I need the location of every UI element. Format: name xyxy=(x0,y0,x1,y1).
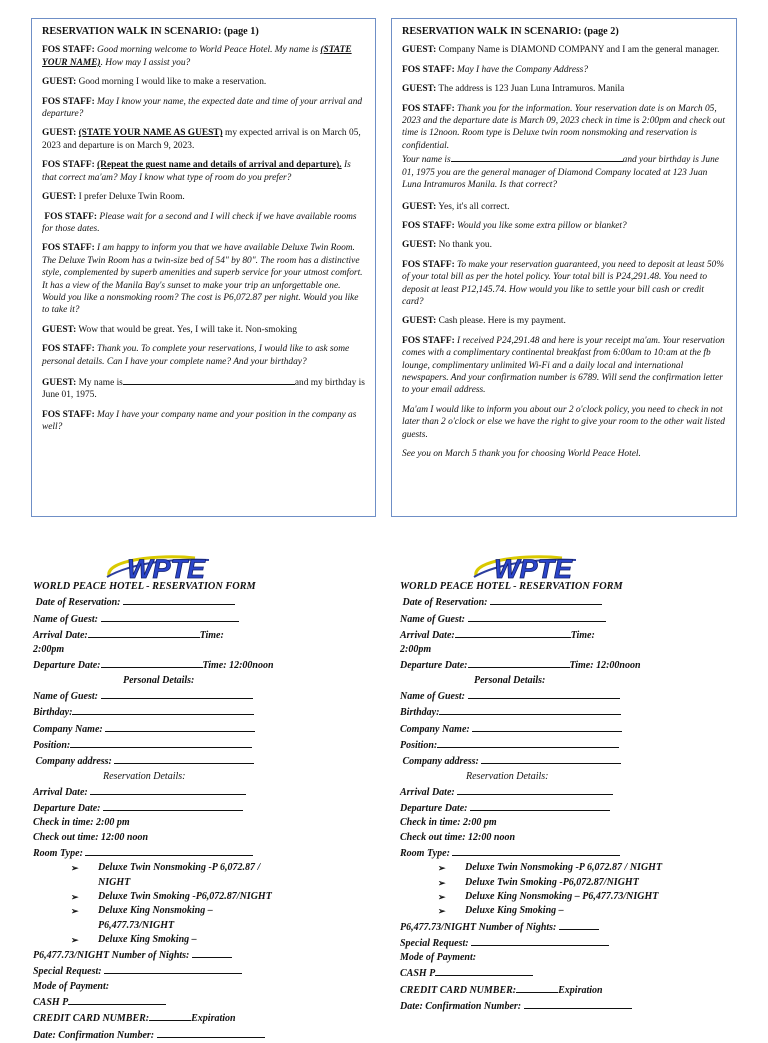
payment-mode-label: Mode of Payment: xyxy=(33,980,110,992)
position-field[interactable] xyxy=(70,737,252,748)
dialogue-line: GUEST: The address is 123 Juan Luna Intramuros. Manila xyxy=(402,84,625,95)
departure-date-field[interactable] xyxy=(101,657,203,668)
dialogue-line: FOS STAFF: Good morning welcome to World Peace Hotel. My name is (STATE YOUR NAME). How may I assist you? xyxy=(42,45,352,68)
field-row: Departure Date: xyxy=(400,800,700,816)
dialogue-line: Ma'am I would like to inform you about our 2 o'clock policy, you need to check in not later than 2 o'clock or else we have the right to give your room to the other wait listed guests. xyxy=(402,404,725,440)
dialogue-line: FOS STAFF: To make your reservation guaranteed, you need to deposit at least 50% of your total bill as per the hotel policy. Your total bill is P24,291.48. You need to deposit at least P12,145.74. How would you like to settle your bill cash or credit card? xyxy=(402,259,725,307)
arrow-bullet-icon: ➢ xyxy=(438,863,446,874)
section-heading: Reservation Details: xyxy=(466,770,549,782)
name-blank[interactable] xyxy=(123,375,295,385)
field-row: Position: xyxy=(400,737,700,753)
check-out-text: Check out time: 12:00 noon xyxy=(400,831,516,843)
nights-field[interactable] xyxy=(192,947,232,958)
room-type-field[interactable] xyxy=(85,845,253,856)
form-title: WORLD PEACE HOTEL - RESERVATION FORM xyxy=(400,581,623,592)
credit-card-field[interactable] xyxy=(149,1010,191,1021)
field-row: Company address: xyxy=(400,753,700,769)
room-type-list xyxy=(400,861,700,918)
room-option[interactable]: ➢ Deluxe Twin Smoking -P6,072.87/NIGHT xyxy=(462,876,700,890)
payment-mode-label: Mode of Payment: xyxy=(400,952,477,964)
arrow-bullet-icon: ➢ xyxy=(71,891,79,902)
departure-date-field[interactable] xyxy=(470,800,610,811)
dialogue-line: FOS STAFF: May I have the Company Address? xyxy=(402,64,589,75)
field-row: Special Request: xyxy=(33,963,333,979)
wpte-logo xyxy=(466,552,646,580)
field-row: Birthday: xyxy=(400,704,700,720)
field-row: Company Name: xyxy=(33,721,333,737)
dialogue-line: GUEST: (STATE YOUR NAME AS GUEST) my expected arrival is on March 05, 2023 and departure is on March 9, 2023. xyxy=(42,128,361,151)
field-row: P6,477.73/NIGHT Number of Nights: xyxy=(400,919,700,935)
dialogue-line: FOS STAFF: Please wait for a second and I will check if we have available rooms for those dates. xyxy=(42,211,357,234)
field-row: Name of Guest: xyxy=(400,611,700,627)
dialogue-line: GUEST: My name is and my birthday is June 01, 1975. xyxy=(42,375,365,402)
guest-name-field[interactable] xyxy=(101,611,239,622)
dialogue-line: GUEST: Company Name is DIAMOND COMPANY and I am the general manager. xyxy=(402,45,720,56)
field-row: Company Name: xyxy=(400,721,700,737)
field-row: Departure Date: xyxy=(33,800,333,816)
field-row: Date of Reservation: xyxy=(33,594,333,610)
name-blank[interactable] xyxy=(451,152,623,162)
room-type-list xyxy=(33,861,333,947)
field-row: Name of Guest: xyxy=(400,688,700,704)
dialogue-line: FOS STAFF: May I have your company name and your position in the company as well? xyxy=(42,409,357,433)
logo-text: WPTE xyxy=(127,554,205,582)
field-row: Birthday: xyxy=(33,704,333,720)
special-request-field[interactable] xyxy=(471,935,609,946)
dialogue-line: FOS STAFF: (Repeat the guest name and details of arrival and departure). Is that correct ma'am? May I know what type of room do you prefer? xyxy=(42,160,351,183)
field-row: Position: xyxy=(33,737,333,753)
check-in-text: Check in time: 2:00 pm xyxy=(33,817,130,829)
arrow-bullet-icon: ➢ xyxy=(71,934,79,945)
dialogue-line: See you on March 5 thank you for choosing World Peace Hotel. xyxy=(402,449,641,460)
company-name-field[interactable] xyxy=(472,721,622,732)
field-row: Date of Reservation: xyxy=(400,594,700,610)
wpte-logo xyxy=(99,552,279,580)
confirmation-number-field[interactable] xyxy=(524,998,632,1009)
room-option[interactable]: ➢ Deluxe Twin Nonsmoking -P 6,072.87 / NIGHT xyxy=(462,861,700,875)
room-option[interactable]: ➢ Deluxe Twin Nonsmoking -P 6,072.87 / NIGHT xyxy=(71,862,261,888)
field-row: Arrival Date: Time: xyxy=(400,627,700,643)
room-option[interactable]: ➢ Deluxe King Smoking – xyxy=(462,904,700,918)
nights-field[interactable] xyxy=(559,919,599,930)
section-heading: Reservation Details: xyxy=(103,770,186,782)
section-heading: Personal Details: xyxy=(123,674,195,686)
birthday-field[interactable] xyxy=(439,704,621,715)
field-row: Company address: xyxy=(33,753,333,769)
field-row: CASH P xyxy=(33,994,333,1010)
field-row: Name of Guest: xyxy=(33,688,333,704)
cash-amount-field[interactable] xyxy=(435,965,533,976)
position-field[interactable] xyxy=(437,737,619,748)
date-reservation-field[interactable] xyxy=(490,594,602,605)
dialogue-line: FOS STAFF: Thank you for the information. Your reservation date is on March 05, 2023 and the departure date is March 09, 2023 check in time is 2:00pm and check out time is 12noon. Room type is Deluxe twin room nonsmoking and reservation is confidential. Your name is and your birthday is June 01, 1975 you are the general manager of Diamond Company located at 123 Juan Luna Intramuros Manila. Is that correct? xyxy=(402,103,725,191)
room-option[interactable]: ➢ Deluxe King Smoking – xyxy=(95,933,333,947)
dialogue-line: FOS STAFF: I received P24,291.48 and here is your receipt ma'am. Your reservation comes with a complimentary continental breakfast from 6:00am to 10:am at the fb lounge, complimentary unlimited Wi-Fi and a daily local and international newspapers. And your confirmation number is 6789. Will send the confirmation letter to your email address. xyxy=(402,335,725,396)
scenario-title: RESERVATION WALK IN SCENARIO: (page 2) xyxy=(402,26,619,37)
dialogue-line: GUEST: No thank you. xyxy=(402,240,492,251)
company-address-field[interactable] xyxy=(114,753,254,764)
dialogue-line: FOS STAFF: Thank you. To complete your reservations, I would like to ask some personal details. Can I have your complete name? And your birthday? xyxy=(42,344,350,367)
field-row: Name of Guest: xyxy=(33,611,333,627)
field-row: CREDIT CARD NUMBER: Expiration xyxy=(400,982,700,998)
field-row: Arrival Date: Time: xyxy=(33,627,333,643)
room-option[interactable]: ➢ Deluxe King Nonsmoking – P6,477.73/NIGHT xyxy=(462,890,700,904)
birthday-field[interactable] xyxy=(72,704,254,715)
check-out-text: Check out time: 12:00 noon xyxy=(33,831,149,843)
company-address-field[interactable] xyxy=(481,753,621,764)
departure-date-field[interactable] xyxy=(103,800,243,811)
cash-amount-field[interactable] xyxy=(68,994,166,1005)
departure-date-field[interactable] xyxy=(468,657,570,668)
arrow-bullet-icon: ➢ xyxy=(438,877,446,888)
dialogue-line: GUEST: Good morning I would like to make a reservation. xyxy=(42,77,267,88)
dialogue-line: GUEST: Wow that would be great. Yes, I will take it. Non-smoking xyxy=(42,324,297,335)
check-in-text: Check in time: 2:00 pm xyxy=(400,817,497,829)
field-row: Room Type: xyxy=(33,845,333,861)
room-option[interactable]: ➢ Deluxe King Nonsmoking – P6,477.73/NIGHT xyxy=(71,905,213,931)
field-row: Date: Confirmation Number: xyxy=(33,1027,333,1043)
dialogue-line: FOS STAFF: I am happy to inform you that we have available Deluxe Twin Room. The Deluxe Twin Room has a twin-size bed of 54" by 80". The room has a distinctive style, complemented by superb amenities and superb service for your utmost comfort. It has a view of the Manila Bay's sunset to make your trip an unforgettable one. Would you like a nonsmoking room? The cost is P6,072.87 per night. Would you like to take it? xyxy=(42,243,363,316)
field-row: Date: Confirmation Number: xyxy=(400,998,700,1014)
guest-name-field[interactable] xyxy=(468,611,606,622)
dialogue-line: FOS STAFF: Would you like some extra pillow or blanket? xyxy=(402,220,627,231)
field-row: Special Request: xyxy=(400,935,700,951)
field-row: Arrival Date: xyxy=(400,784,700,800)
arrival-date-field[interactable] xyxy=(90,784,246,795)
room-type-field[interactable] xyxy=(452,845,620,856)
field-row: CASH P xyxy=(400,965,700,981)
company-name-field[interactable] xyxy=(105,721,255,732)
field-row: Arrival Date: xyxy=(33,784,333,800)
credit-card-field[interactable] xyxy=(516,982,558,993)
scenario-page-2 xyxy=(391,18,737,517)
dialogue-line: GUEST: Cash please. Here is my payment. xyxy=(402,316,566,327)
section-heading: Personal Details: xyxy=(474,674,546,686)
logo-text: WPTE xyxy=(494,554,572,582)
form-title: WORLD PEACE HOTEL - RESERVATION FORM xyxy=(33,581,256,592)
dialogue-line: FOS STAFF: May I know your name, the expected date and time of your arrival and departure? xyxy=(42,96,363,120)
date-reservation-field[interactable] xyxy=(123,594,235,605)
field-row: 2:00pm xyxy=(33,644,65,656)
dialogue-line: GUEST: Yes, it's all correct. xyxy=(402,201,510,212)
confirmation-number-field[interactable] xyxy=(157,1027,265,1038)
guest-name-field[interactable] xyxy=(468,688,620,699)
arrival-date-field[interactable] xyxy=(88,627,200,638)
room-option[interactable]: ➢ Deluxe Twin Smoking -P6,072.87/NIGHT xyxy=(95,890,333,904)
arrival-date-field[interactable] xyxy=(457,784,613,795)
field-row: CREDIT CARD NUMBER: Expiration xyxy=(33,1010,333,1026)
reservation-form-2 xyxy=(400,552,700,1014)
field-row: 2:00pm xyxy=(400,644,432,656)
arrow-bullet-icon: ➢ xyxy=(71,863,79,874)
scenario-page-1 xyxy=(31,18,376,517)
field-row: Departure Date: Time: 12:00noon xyxy=(400,657,700,673)
special-request-field[interactable] xyxy=(104,963,242,974)
dialogue-line: GUEST: I prefer Deluxe Twin Room. xyxy=(42,192,185,203)
reservation-form-1 xyxy=(33,552,333,1043)
field-row: Departure Date: Time: 12:00noon xyxy=(33,657,333,673)
arrow-bullet-icon: ➢ xyxy=(438,906,446,917)
field-row: P6,477.73/NIGHT Number of Nights: xyxy=(33,947,333,963)
arrow-bullet-icon: ➢ xyxy=(438,891,446,902)
guest-name-field[interactable] xyxy=(101,688,253,699)
scenario-title: RESERVATION WALK IN SCENARIO: (page 1) xyxy=(42,26,259,37)
arrival-date-field[interactable] xyxy=(455,627,571,638)
field-row: Room Type: xyxy=(400,845,700,861)
arrow-bullet-icon: ➢ xyxy=(71,906,79,917)
